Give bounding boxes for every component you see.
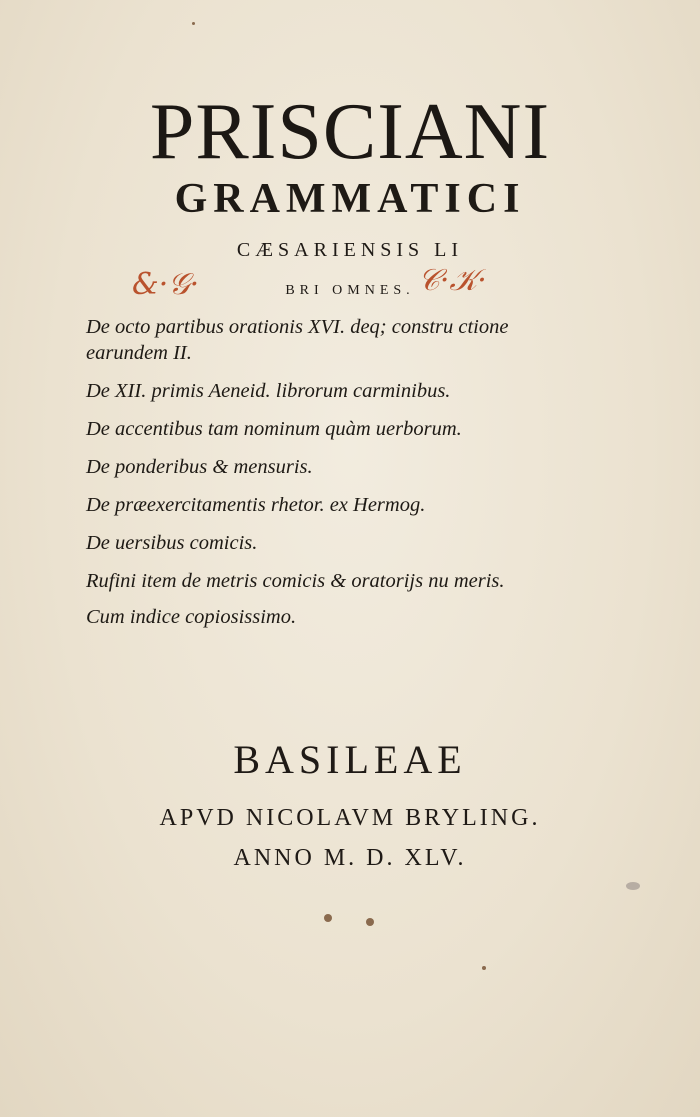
ink-speck (192, 22, 195, 25)
imprint-city: BASILEAE (233, 737, 467, 782)
title-author: PRISCIANI (149, 88, 551, 176)
imprint-printer: APVD NICOLAVM BRYLING. (159, 805, 541, 831)
contents-entry: De XII. primis Aeneid. librorum carminibus. (86, 380, 451, 402)
contents-entry: De octo partibus orationis XVI. deq; constru ctione earundem II. (86, 316, 509, 364)
ink-speck (366, 918, 374, 926)
handwritten-annotation-left: &·𝒢· (132, 267, 200, 302)
contents-list (86, 314, 556, 642)
ink-speck (626, 882, 640, 890)
title-libri-omnes: BRI OMNES. (285, 283, 415, 298)
handwritten-annotation-right: 𝒞·𝒦· (418, 263, 487, 298)
imprint-year: ANNO M. D. XLV. (233, 845, 467, 871)
contents-entry: De ponderibus & mensuris. (86, 456, 313, 478)
contents-entry: Rufini item de metris comicis & oratorijs nu meris. (86, 570, 505, 592)
ink-speck (324, 914, 332, 922)
contents-entry: De præexercitamentis rhetor. ex Hermog. (86, 494, 426, 516)
contents-entry: De uersibus comicis. (86, 532, 258, 554)
contents-entry: Cum indice copiosissimo. (86, 606, 297, 628)
title-grammatici: GRAMMATICI (174, 176, 526, 222)
contents-entry: De accentibus tam nominum quàm uerborum. (86, 418, 462, 440)
title-caesariensis: CÆSARIENSIS LI (236, 239, 464, 261)
ink-speck (482, 966, 486, 970)
